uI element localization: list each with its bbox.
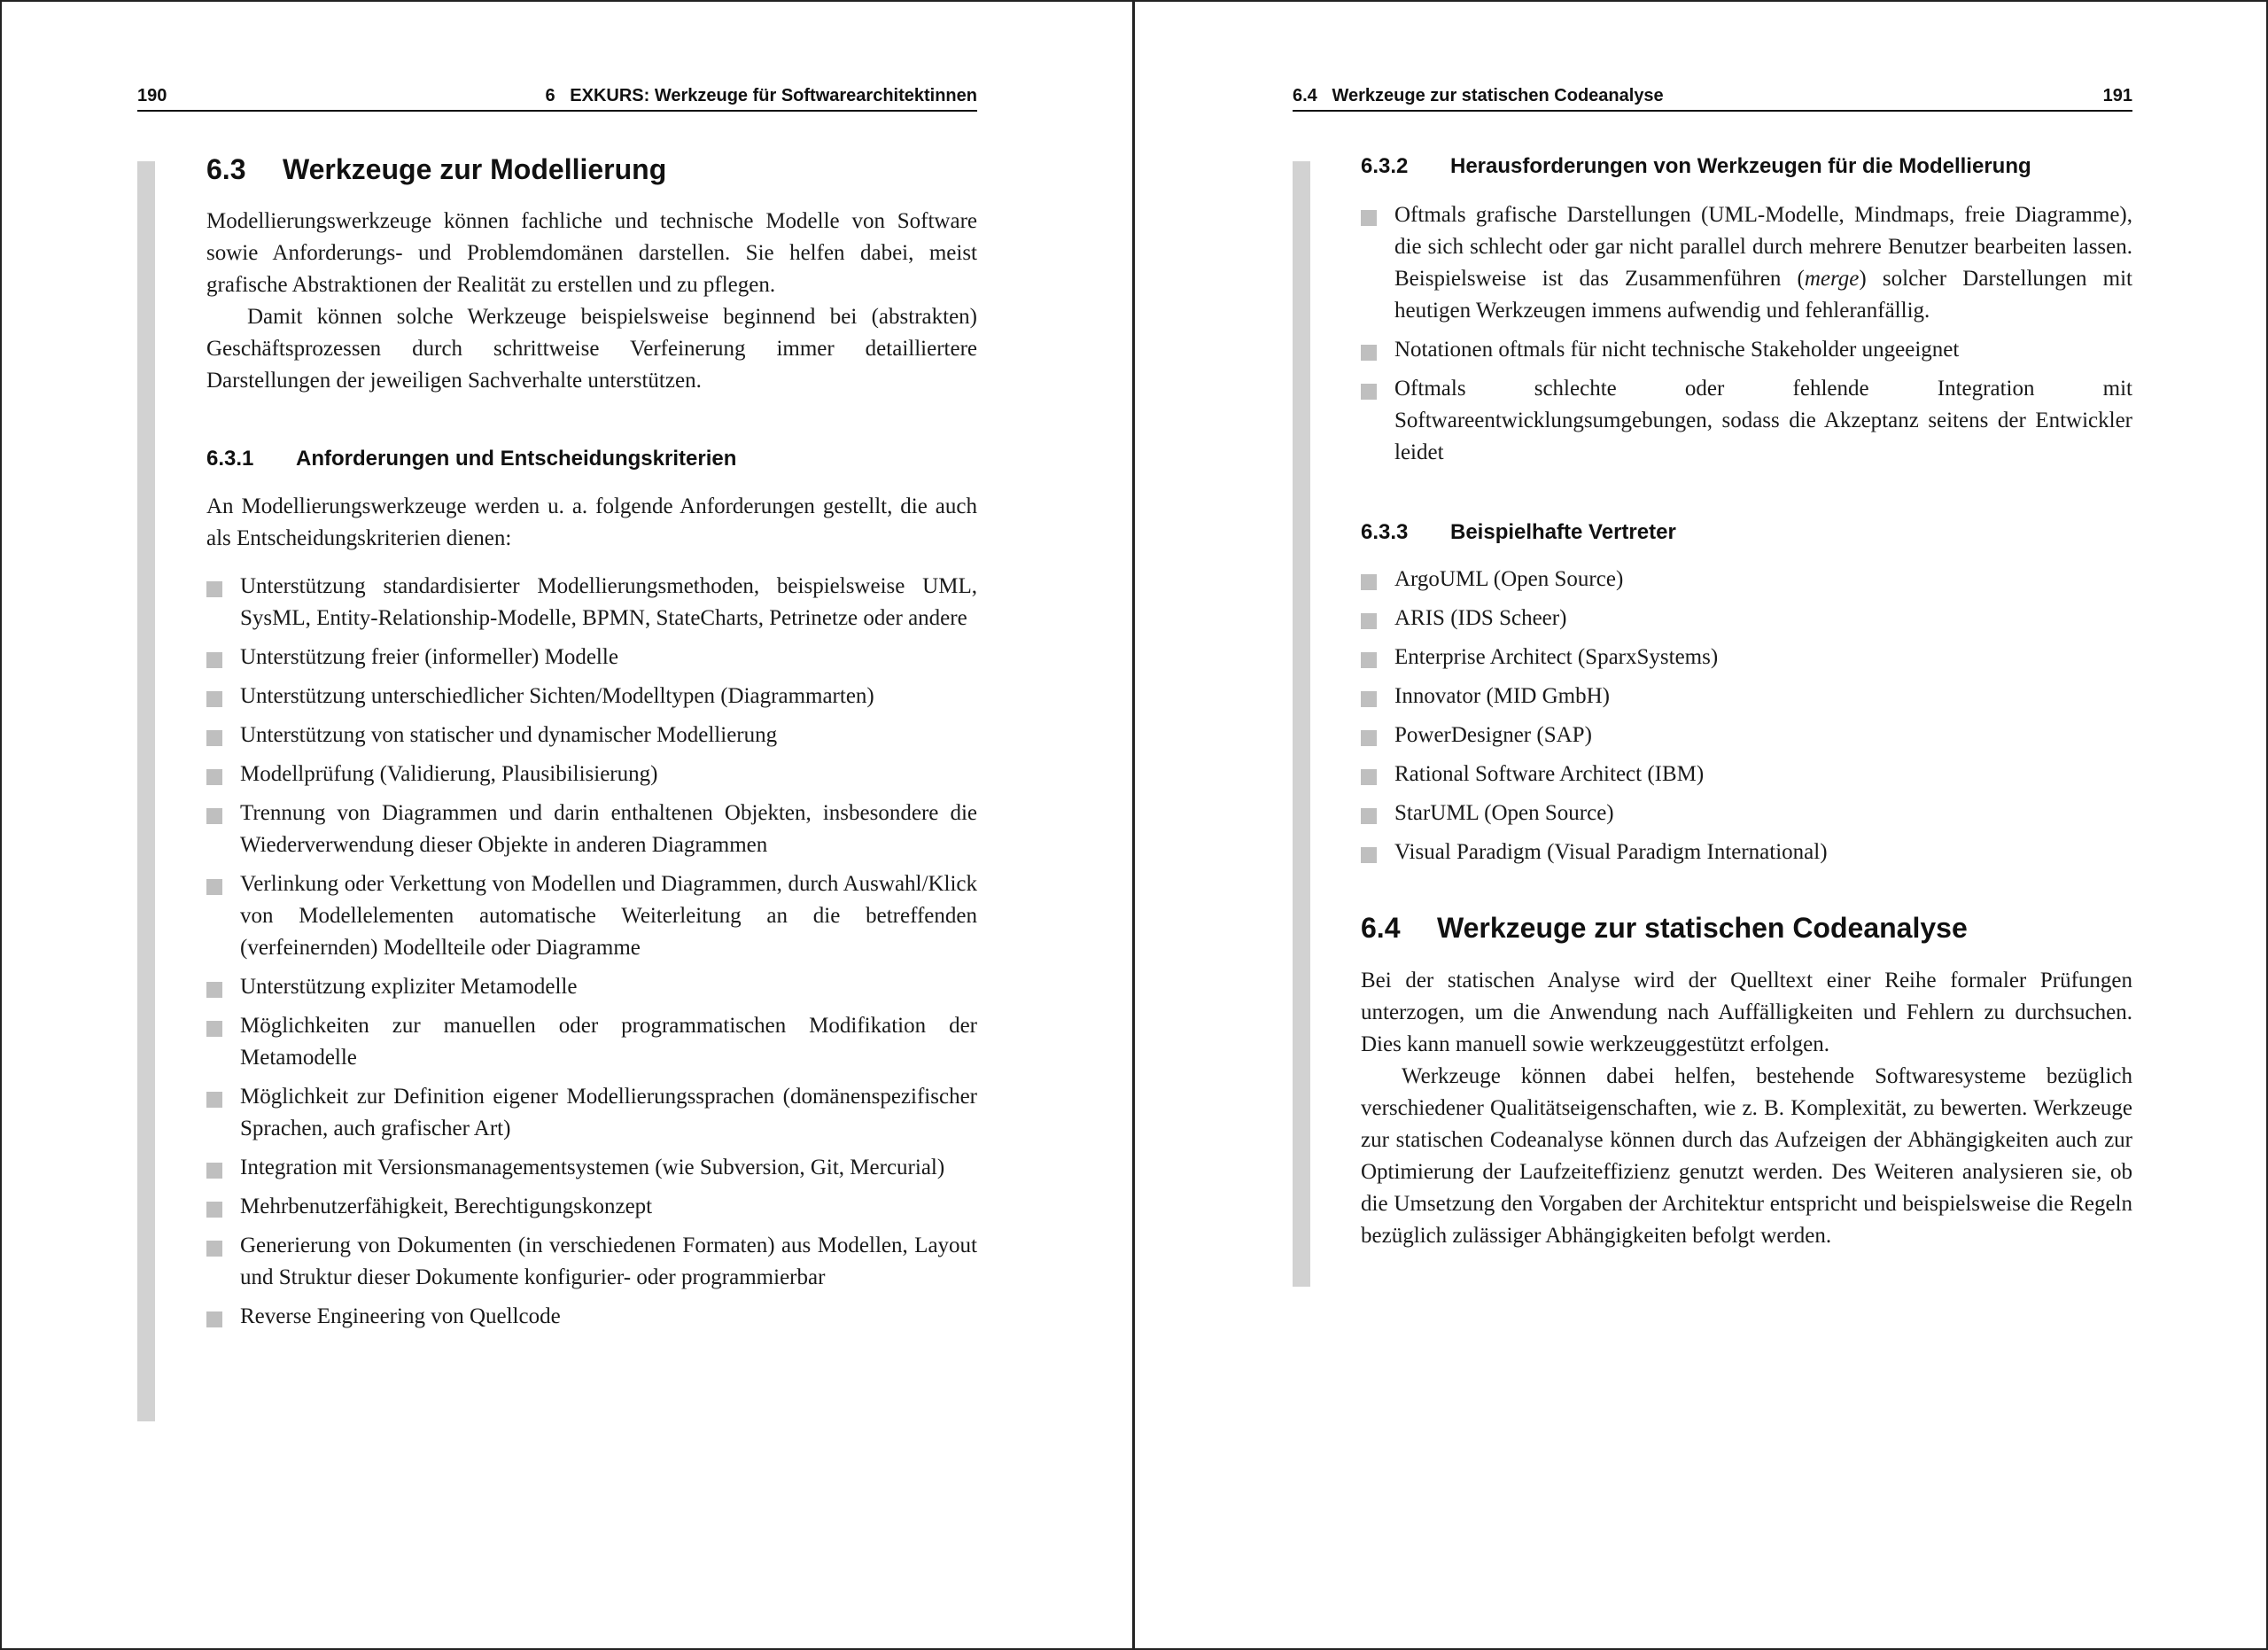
subsection-title: Herausforderungen von Werkzeugen für die Modellierung [1450,154,2031,178]
list-item: Unterstützung freier (informeller) Modelle [206,642,977,673]
list-item: Mehrbenutzerfähigkeit, Berechtigungskonzept [206,1191,977,1223]
list-item: Unterstützung unterschiedlicher Sichten/Modelltypen (Diagrammarten) [206,681,977,712]
list-item: Trennung von Diagrammen und darin enthaltenen Objekten, insbesondere die Wiederverwendung dieser Objekte in anderen Diagrammen [206,798,977,861]
section-number: 6.3 [206,153,246,185]
bullet-square-icon [206,581,222,597]
section-heading [206,152,977,186]
section-number: 6.4 [1361,912,1401,945]
subsection-number: 6.3.1 [206,447,254,471]
bullet-square-icon [1361,652,1377,668]
bullet-square-icon [1361,691,1377,707]
paragraph: Damit können solche Werkzeuge beispielsweise beginnend bei (abstrakten) Geschäftsprozessen durch schrittweise Verfeinerung immer detailliertere Darstellungen der jeweiligen Sachverhalte unterstützen. [206,305,977,393]
list-item: Oftmals grafische Darstellungen (UML-Modelle, Mindmaps, freie Diagramme), die sich schlecht oder gar nicht parallel durch mehrere Benutzer bearbeiten lassen. Beispielsweise ist das Zusammenführen (merge) solcher Darstellungen mit heutigen Werkzeugen immens aufwendig und fehleranfällig. [1361,199,2132,327]
chapter-title: 6.4 Werkzeuge zur statischen Codeanalyse [1293,86,1664,105]
subsection-number: 6.3.2 [1361,154,1409,178]
bullet-square-icon [206,1163,222,1179]
bullet-square-icon [206,982,222,998]
running-head [1293,80,2132,112]
paragraph: An Modellierungswerkzeuge werden u. a. folgende Anforderungen gestellt, die auch als Entscheidungskriterien dienen: [206,494,977,550]
list-item: Visual Paradigm (Visual Paradigm International) [1361,837,2132,868]
list-item: ArgoUML (Open Source) [1361,564,2132,595]
list-item: Innovator (MID GmbH) [1361,681,2132,712]
bullet-square-icon [206,1241,222,1257]
bullet-square-icon [1361,613,1377,629]
list-item: Rational Software Architect (IBM) [1361,759,2132,790]
subsection-heading [206,445,977,472]
list-item: Oftmals schlechte oder fehlende Integration mit Softwareentwicklungsumgebungen, sodass die Akzeptanz seitens der Entwickler leidet [1361,373,2132,469]
challenges-list [1361,199,2132,469]
paragraph: Werkzeuge können dabei helfen, bestehende Softwaresysteme bezüglich verschiedener Qualitätseigenschaften, wie z. B. Komplexität, zu bewerten. Werkzeuge zur statischen Codeanalyse können durch das Aufzeigen der Abhängigkeiten auch zur Optimierung der Laufzeiteffizienz genutzt werden. Des Weiteren analysieren sie, ob die Umsetzung den Vorgaben der Architektur entspricht und beispielsweise die Regeln bezüglich zulässiger Abhängigkeiten befolgt werden. [1361,1063,2132,1248]
section-title: Werkzeuge zur statischen Codeanalyse [1437,912,1968,945]
bullet-square-icon [206,1021,222,1037]
bullet-square-icon [206,1311,222,1327]
margin-bar [1293,161,1310,1287]
list-item: StarUML (Open Source) [1361,798,2132,829]
list-item: Verlinkung oder Verkettung von Modellen und Diagrammen, durch Auswahl/Klick von Modellelementen automatische Weiterleitung an die betreffenden (verfeinernden) Modellteile oder Diagramme [206,868,977,964]
bullet-square-icon [1361,345,1377,361]
bullet-square-icon [206,1202,222,1218]
bullet-square-icon [206,1092,222,1108]
bullet-square-icon [206,769,222,785]
list-item: Modellprüfung (Validierung, Plausibilisierung) [206,759,977,790]
section-heading [1361,911,2132,945]
page-content [206,152,977,1340]
bullet-square-icon [206,879,222,895]
bullet-square-icon [1361,384,1377,400]
bullet-square-icon [206,808,222,824]
page-content [1361,152,2132,1252]
subsection-title: Beispielhafte Vertreter [1450,520,1676,545]
list-item: Integration mit Versionsmanagementsystemen (wie Subversion, Git, Mercurial) [206,1152,977,1184]
bullet-square-icon [206,652,222,668]
list-item: ARIS (IDS Scheer) [1361,603,2132,634]
bullet-square-icon [1361,574,1377,590]
bullet-square-icon [1361,808,1377,824]
list-item: Notationen oftmals für nicht technische Stakeholder ungeeignet [1361,334,2132,366]
chapter-title: 6 EXKURS: Werkzeuge für Softwarearchitektinnen [545,86,977,105]
bullet-square-icon [1361,730,1377,746]
list-item: Reverse Engineering von Quellcode [206,1301,977,1333]
bullet-square-icon [1361,210,1377,226]
subsection-heading [1361,152,2132,180]
subsection-title: Anforderungen und Entscheidungskriterien [296,447,737,471]
section-title: Werkzeuge zur Modellierung [283,153,667,185]
requirements-list [206,571,977,1333]
running-head [137,80,977,112]
page-number: 191 [2102,86,2132,105]
page-number: 190 [137,86,167,105]
left-page [0,0,1132,1650]
bullet-square-icon [1361,847,1377,863]
subsection-number: 6.3.3 [1361,520,1409,545]
list-item: Möglichkeiten zur manuellen oder programmatischen Modifikation der Metamodelle [206,1010,977,1074]
right-page [1135,0,2268,1650]
list-item: Unterstützung expliziter Metamodelle [206,971,977,1003]
bullet-square-icon [206,691,222,707]
list-item: Möglichkeit zur Definition eigener Modellierungssprachen (domänenspezifischer Sprachen, auch grafischer Art) [206,1081,977,1145]
vendor-list [1361,564,2132,868]
list-item: Unterstützung standardisierter Modellierungsmethoden, beispielsweise UML, SysML, Entity-Relationship-Modelle, BPMN, StateCharts, Petrinetze oder andere [206,571,977,634]
bullet-square-icon [1361,769,1377,785]
list-item: Unterstützung von statischer und dynamischer Modellierung [206,720,977,751]
list-item: PowerDesigner (SAP) [1361,720,2132,751]
bullet-square-icon [206,730,222,746]
paragraph: Bei der statischen Analyse wird der Quelltext einer Reihe formaler Prüfungen unterzogen, um die Anwendung nach Auffälligkeiten und Fehlern zu durchsuchen. Dies kann manuell sowie werkzeuggestützt erfolgen. [1361,968,2132,1056]
list-item: Generierung von Dokumenten (in verschiedenen Formaten) aus Modellen, Layout und Struktur dieser Dokumente konfigurier- oder programmierbar [206,1230,977,1294]
subsection-heading [1361,518,2132,546]
list-item: Enterprise Architect (SparxSystems) [1361,642,2132,673]
margin-bar [137,161,155,1421]
paragraph: Modellierungswerkzeuge können fachliche und technische Modelle von Software sowie Anforderungs- und Problemdomänen darstellen. Sie helfen dabei, meist grafische Abstraktionen der Realität zu erstellen und zu pflegen. [206,209,977,298]
